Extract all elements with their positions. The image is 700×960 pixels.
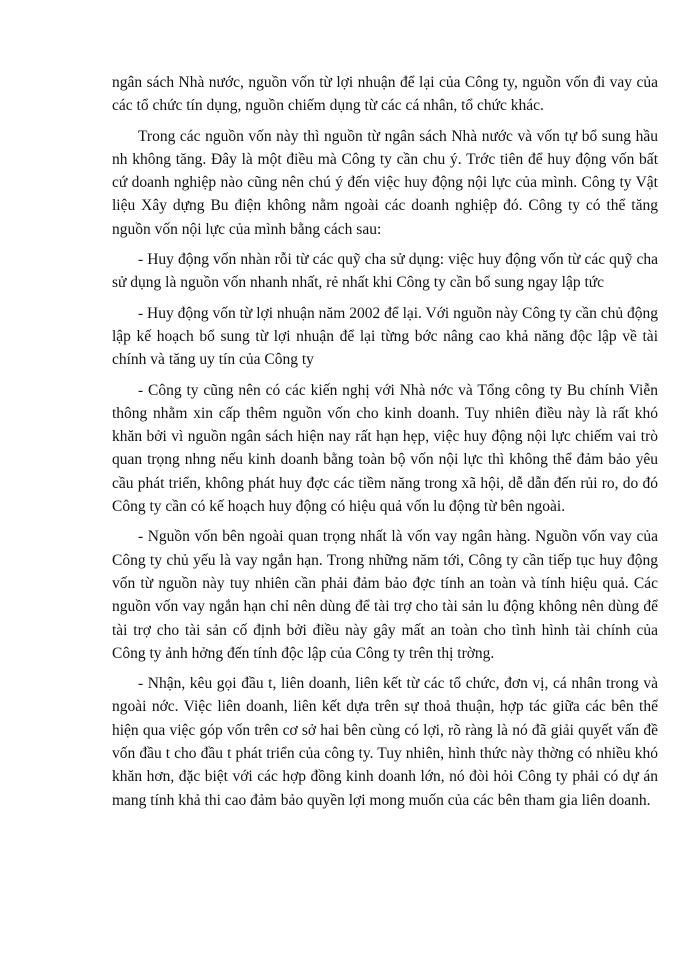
document-page [112, 71, 658, 819]
paragraph-joint-ventures: - Nhận, kêu gọi đầu t, liên doanh, liên kết từ các tổ chức, đơn vị, cá nhân trong và ngoài nớc. Việc liên doanh, liên kết dựa trên sự thoả thuận, hợp tác giữa các bên thể hiện qua việc góp vốn trên cơ sở hai bên cùng có lợi, rõ ràng là nó đã giải quyết vấn đề vốn đầu t cho đầu t phát triển của công ty. Tuy nhiên, hình thức này thờng có nhiều khó khăn hơn, đặc biệt với các hợp đồng kinh doanh lớn, nó đòi hỏi Công ty phải có dự án mang tính khả thi cao đảm bảo quyền lợi mong muốn của các bên tham gia liên doanh. [112, 675, 658, 809]
paragraph-retained-profit: - Huy động vốn từ lợi nhuận năm 2002 để lại. Với nguồn này Công ty cần chủ động lập kế hoạch bổ sung từ lợi nhuận để lại từng bớc nâng cao khả năng độc lập về tài chính và tăng uy tín của Công ty [112, 304, 659, 369]
paragraph-funding-sources-continued: ngân sách Nhà nước, nguồn vốn từ lợi nhuận để lại của Công ty, nguồn vốn đi vay của các tổ chức tín dụng, nguồn chiếm dụng từ các cá nhân, tổ chức khác. [112, 74, 658, 115]
paragraph-bank-loans: - Nguồn vốn bên ngoài quan trọng nhất là vốn vay ngân hàng. Nguồn vốn vay của Công ty chủ yếu là vay ngắn hạn. Trong những năm tới, Công ty cần tiếp tục huy động vốn từ nguồn này tuy nhiên cần phải đảm bảo đợc tính an toàn và tính hiệu quả. Các nguồn vốn vay ngắn hạn chỉ nên dùng để tài trợ cho tài sản lu động không nên dùng để tài trợ cho tài sản cố định bởi điều này gây mất an toàn cho tình hình tài chính của Công ty ảnh hởng đến tính độc lập của Công ty trên thị trờng. [112, 528, 658, 662]
paragraph-state-proposals: - Công ty cũng nên có các kiến nghị với Nhà nớc và Tổng công ty Bu chính Viễn thông nhằm xin cấp thêm nguồn vốn cho kinh doanh. Tuy nhiên điều này là rất khó khăn bởi vì nguồn ngân sách hiện nay rất hạn hẹp, việc huy động nội lực chiếm vai trò quan trọng nhng nếu kinh doanh bằng toàn bộ vốn nội lực thì không thể đảm bảo yêu cầu phát triển, không phát huy đợc các tiềm năng trong xã hội, dễ dẫn đến rủi ro, do đó Công ty cần có kế hoạch huy động có hiệu quả vốn lu động từ bên ngoài. [112, 381, 658, 516]
paragraph-idle-funds: - Huy động vốn nhàn rỗi từ các quỹ cha sử dụng: việc huy động vốn từ các quỹ cha sử dụng là nguồn vốn nhanh nhất, rẻ nhất khi Công ty cần bổ sung ngay lập tức [112, 251, 658, 292]
paragraph-internal-capital: Trong các nguồn vốn này thì nguồn từ ngân sách Nhà nước và vốn tự bổ sung hầu nh không tăng. Đây là một điều mà Công ty cần chu ý. Trớc tiên để huy động vốn bất cứ doanh nghiệp nào cũng nên chú ý đến việc huy động nội lực của mình. Công ty Vật liệu Xây dựng Bu điện không nằm ngoài các doanh nghiệp đó. Công ty có thể tăng nguồn vốn nội lực của mình bằng cách sau: [112, 127, 658, 238]
